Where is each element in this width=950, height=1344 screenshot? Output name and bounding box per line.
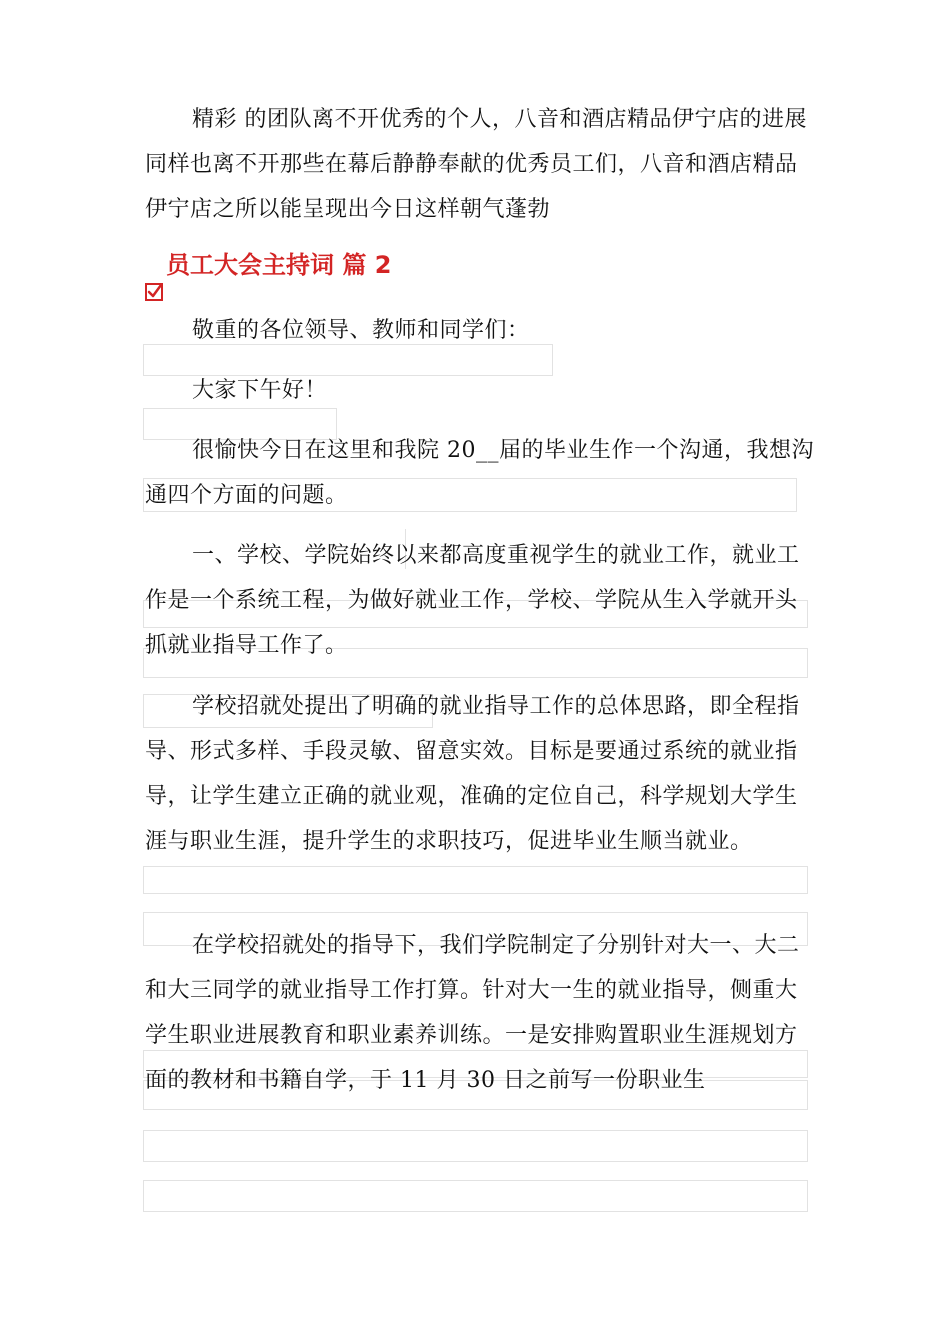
form-box: [143, 866, 808, 894]
paragraph-plan: 在学校招就处的指导下，我们学院制定了分别针对大一、大二和大三同学的就业指导工作打算。针对大一生的就业指导，侧重大学生职业进展教育和职业素养训练。一是安排购置职业生涯规划方面的教材和书籍自学，于 11 月 30 日之前写一份职业生: [145, 933, 800, 1093]
form-box: [143, 1130, 808, 1162]
paragraph-point-one: 一、学校、学院始终以来都高度重视学生的就业工作，就业工作是一个系统工程，为做好就业工作，学校、学院从生入学就开头抓就业指导工作了。: [145, 543, 800, 658]
paragraph-intro: 精彩 的团队离不开优秀的个人，八音和酒店精品伊宁店的进展同样也离不开那些在幕后静静奉献的优秀员工们，八音和酒店精品伊宁店之所以能呈现出今日这样朝气蓬勃: [145, 107, 807, 222]
checked-box-icon: [145, 283, 163, 301]
paragraph-greeting: 敬重的各位领导、教师和同学们：: [192, 318, 530, 343]
paragraph-afternoon: 大家下午好！: [192, 378, 328, 403]
paragraph-guidance: 学校招就处提出了明确的就业指导工作的总体思路，即全程指导、形式多样、手段灵敏、留意实效。目标是要通过系统的就业指导，让学生建立正确的就业观，准确的定位自己，科学规划大学生涯与职业生涯，提升学生的求职技巧，促进毕业生顺当就业。: [145, 694, 800, 854]
form-box: [143, 1180, 808, 1212]
section-heading: 员工大会主持词 篇 2: [166, 251, 392, 279]
paragraph-opening: 很愉快今日在这里和我院 20__届的毕业生作一个沟通，我想沟通四个方面的问题。: [145, 438, 814, 508]
